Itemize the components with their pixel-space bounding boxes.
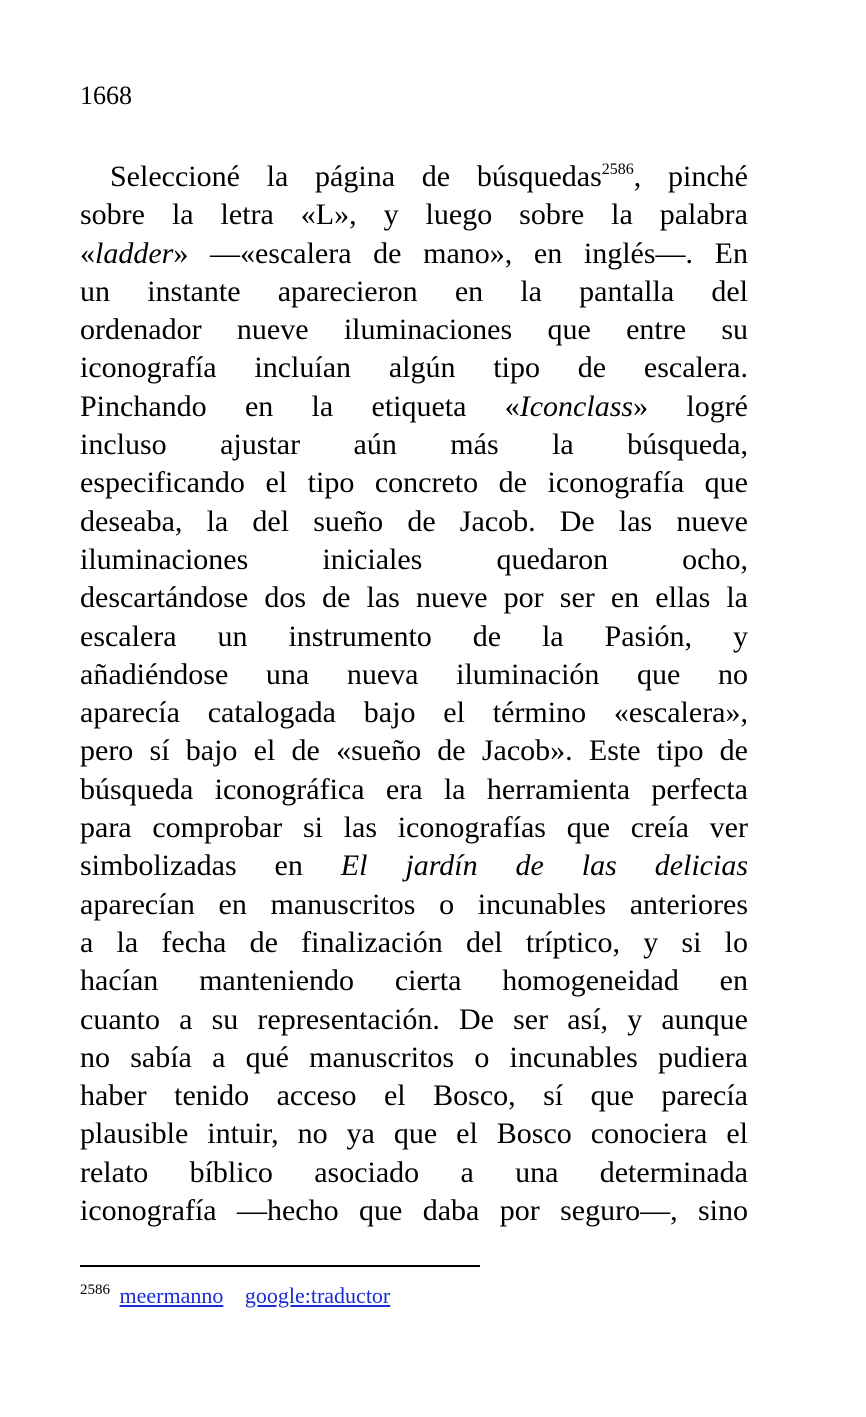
text-line: [80, 426, 748, 464]
text-line: [80, 464, 748, 502]
text-run: descartándose dos de las nueve por ser en ellas la: [80, 581, 748, 615]
text-run: un instante aparecieron en la pantalla del: [80, 274, 748, 308]
text-run: pero sí bajo el de «sueño de Jacob». Este tipo de: [80, 734, 748, 768]
text-run: escalera un instrumento de la Pasión, y: [80, 619, 748, 653]
footnote-separator: [80, 1265, 480, 1267]
footnote-link-google-traductor[interactable]: google:traductor: [244, 1283, 391, 1308]
text-run: simbolizadas en: [80, 849, 341, 883]
footnote-reference: 2586: [601, 161, 634, 178]
text-run: especificando el tipo concreto de iconografía que: [80, 466, 748, 500]
text-run: » logré: [633, 389, 748, 423]
text-run: búsqueda iconográfica era la herramienta perfecta: [80, 772, 748, 806]
text-run: aparecía catalogada bajo el término «escalera»,: [80, 696, 748, 730]
text-line: [80, 886, 748, 924]
text-line: [80, 809, 748, 847]
text-line: [80, 1115, 748, 1153]
text-run: » —«escalera de mano», en inglés—. En: [173, 236, 748, 270]
text-line: [80, 847, 748, 885]
italic-text: El jardín de las delicias: [340, 849, 749, 883]
text-line: [80, 196, 748, 234]
text-run: , pinché: [633, 160, 749, 193]
text-run: sobre la letra «L», y luego sobre la palabra: [80, 198, 748, 232]
page-number: 1668: [80, 81, 132, 110]
italic-text: ladder: [95, 236, 174, 270]
text-run: añadiéndose una nueva iluminación que no: [80, 657, 748, 691]
text-line: [80, 694, 748, 732]
text-run: ordenador nueve iluminaciones que entre su: [80, 313, 748, 347]
text-run: cuanto a su representación. De ser así, y aunque: [80, 1002, 748, 1036]
text-run: Seleccioné la página de búsquedas: [110, 160, 602, 193]
text-run: «: [80, 236, 95, 270]
text-line: [80, 1077, 748, 1115]
text-run: plausible intuir, no ya que el Bosco conociera el: [80, 1117, 748, 1151]
text-line: [80, 235, 748, 273]
text-line: [80, 618, 748, 656]
footnote-link-meermanno[interactable]: meermanno: [119, 1283, 224, 1308]
text-line: [80, 656, 748, 694]
text-line: [80, 771, 748, 809]
footnote-mark: 2586: [80, 1282, 110, 1298]
text-line: [80, 924, 748, 962]
text-line: [80, 1039, 748, 1077]
text-run: iconografía incluían algún tipo de escalera.: [80, 351, 748, 385]
text-line: [80, 311, 748, 349]
text-run: a la fecha de finalización del tríptico, y si lo: [80, 925, 748, 959]
text-line: [80, 541, 748, 579]
text-run: iluminaciones iniciales quedaron ocho,: [80, 542, 748, 576]
text-run: Pinchando en la etiqueta «: [80, 389, 520, 423]
text-run: deseaba, la del sueño de Jacob. De las nueve: [80, 504, 748, 538]
body-paragraph: [80, 158, 748, 1230]
text-run: hacían manteniendo cierta homogeneidad en: [80, 964, 748, 998]
text-run: aparecían en manuscritos o incunables anteriores: [80, 887, 748, 921]
text-line: [80, 1192, 748, 1230]
text-line: [80, 1001, 748, 1039]
text-run: relato bíblico asociado a una determinada: [80, 1155, 748, 1189]
text-run: para comprobar si las iconografías que creía ver: [80, 811, 748, 845]
text-line: [80, 273, 748, 311]
text-line: [80, 579, 748, 617]
text-run: incluso ajustar aún más la búsqueda,: [80, 428, 748, 462]
text-run: iconografía —hecho que daba por seguro—, sino: [80, 1194, 748, 1228]
text-line: [80, 349, 748, 387]
text-line: [80, 158, 748, 196]
text-run: no sabía a qué manuscritos o incunables pudiera: [80, 1040, 748, 1074]
italic-text: Iconclass: [519, 389, 634, 423]
text-line: [80, 962, 748, 1000]
text-line: [80, 503, 748, 541]
text-line: [80, 388, 748, 426]
text-line: [80, 732, 748, 770]
footnote: [80, 1280, 390, 1312]
text-line: [80, 1154, 748, 1192]
text-run: haber tenido acceso el Bosco, sí que parecía: [80, 1079, 748, 1113]
